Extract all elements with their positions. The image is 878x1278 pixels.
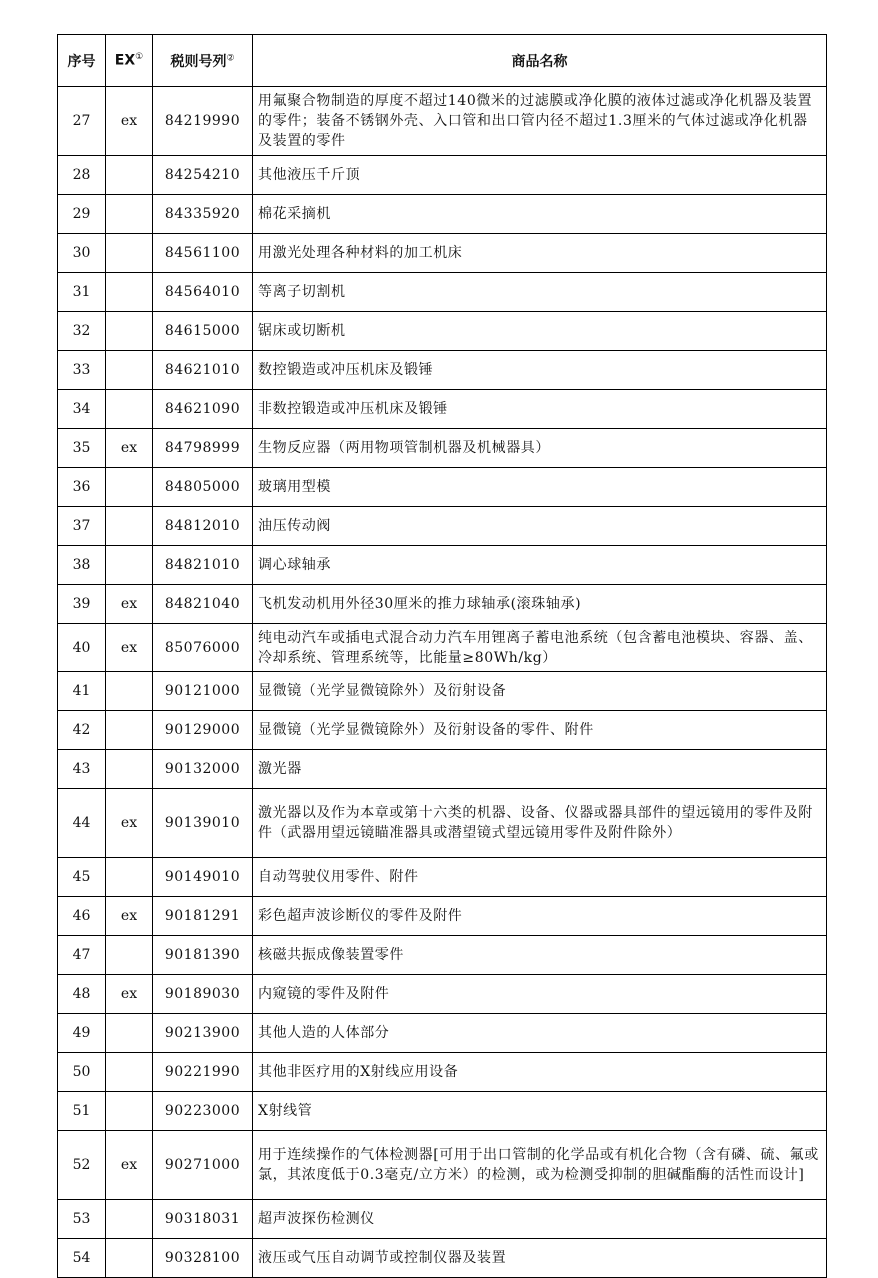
cell-name: 生物反应器（两用物项管制机器及机械器具） [253, 429, 827, 468]
cell-seq: 46 [58, 897, 106, 936]
table-row [58, 975, 827, 1014]
cell-ex: ex [106, 87, 153, 156]
table-row [58, 1239, 827, 1278]
cell-code: 84805000 [153, 468, 253, 507]
cell-code: 84621010 [153, 351, 253, 390]
cell-name: 锯床或切断机 [253, 312, 827, 351]
cell-seq: 42 [58, 711, 106, 750]
cell-ex [106, 750, 153, 789]
cell-name: 飞机发动机用外径30厘米的推力球轴承(滚珠轴承) [253, 585, 827, 624]
cell-seq: 44 [58, 789, 106, 858]
header-ex-footnote-mark: ① [135, 52, 144, 63]
cell-code: 84812010 [153, 507, 253, 546]
cell-code: 84219990 [153, 87, 253, 156]
table-row [58, 672, 827, 711]
table-row [58, 858, 827, 897]
cell-ex [106, 507, 153, 546]
cell-name: 核磁共振成像装置零件 [253, 936, 827, 975]
table-row [58, 789, 827, 858]
cell-code: 90139010 [153, 789, 253, 858]
cell-name: 显微镜（光学显微镜除外）及衍射设备 [253, 672, 827, 711]
cell-name: 油压传动阀 [253, 507, 827, 546]
cell-name: 数控锻造或冲压机床及锻锤 [253, 351, 827, 390]
cell-seq: 39 [58, 585, 106, 624]
cell-seq: 43 [58, 750, 106, 789]
cell-seq: 27 [58, 87, 106, 156]
cell-ex [106, 1053, 153, 1092]
cell-seq: 52 [58, 1131, 106, 1200]
cell-code: 84621090 [153, 390, 253, 429]
cell-ex [106, 1239, 153, 1278]
cell-code: 84561100 [153, 234, 253, 273]
cell-code: 90213900 [153, 1014, 253, 1053]
cell-seq: 50 [58, 1053, 106, 1092]
table-row [58, 1092, 827, 1131]
cell-name: 激光器以及作为本章或第十六类的机器、设备、仪器或器具部件的望远镜用的零件及附件（武器用望远镜瞄准器具或潜望镜式望远镜用零件及附件除外） [253, 789, 827, 858]
cell-name: 彩色超声波诊断仪的零件及附件 [253, 897, 827, 936]
cell-code: 84821040 [153, 585, 253, 624]
table-row [58, 312, 827, 351]
cell-ex: ex [106, 429, 153, 468]
header-code: 税则号列② [153, 35, 253, 87]
cell-ex [106, 234, 153, 273]
cell-name: 用于连续操作的气体检测器[可用于出口管制的化学品或有机化合物（含有磷、硫、氟或氯，其浓度低于0.3毫克/立方米）的检测，或为检测受抑制的胆碱酯酶的活性而设计] [253, 1131, 827, 1200]
cell-name: 用激光处理各种材料的加工机床 [253, 234, 827, 273]
table-row [58, 1131, 827, 1200]
table-row [58, 351, 827, 390]
header-ex: EX① [106, 35, 153, 87]
cell-seq: 28 [58, 156, 106, 195]
cell-code: 84821010 [153, 546, 253, 585]
cell-code: 90181390 [153, 936, 253, 975]
cell-seq: 35 [58, 429, 106, 468]
header-name: 商品名称 [253, 35, 827, 87]
cell-seq: 34 [58, 390, 106, 429]
cell-name: 超声波探伤检测仪 [253, 1200, 827, 1239]
table-row [58, 750, 827, 789]
table-row [58, 429, 827, 468]
cell-seq: 31 [58, 273, 106, 312]
cell-ex [106, 711, 153, 750]
cell-ex [106, 195, 153, 234]
table-row [58, 711, 827, 750]
cell-seq: 49 [58, 1014, 106, 1053]
cell-ex: ex [106, 897, 153, 936]
cell-name: 其他液压千斤顶 [253, 156, 827, 195]
cell-ex [106, 1014, 153, 1053]
table-row [58, 195, 827, 234]
cell-seq: 47 [58, 936, 106, 975]
cell-code: 84335920 [153, 195, 253, 234]
cell-name: 棉花采摘机 [253, 195, 827, 234]
table-row [58, 1200, 827, 1239]
cell-ex [106, 936, 153, 975]
cell-code: 90121000 [153, 672, 253, 711]
cell-name: 调心球轴承 [253, 546, 827, 585]
cell-seq: 32 [58, 312, 106, 351]
cell-name: 玻璃用型模 [253, 468, 827, 507]
cell-seq: 41 [58, 672, 106, 711]
header-seq: 序号 [58, 35, 106, 87]
cell-seq: 45 [58, 858, 106, 897]
cell-seq: 54 [58, 1239, 106, 1278]
cell-code: 90221990 [153, 1053, 253, 1092]
cell-name: 等离子切割机 [253, 273, 827, 312]
cell-code: 90271000 [153, 1131, 253, 1200]
table-row [58, 390, 827, 429]
cell-name: 非数控锻造或冲压机床及锻锤 [253, 390, 827, 429]
table-row [58, 585, 827, 624]
table-row [58, 1014, 827, 1053]
cell-name: 内窥镜的零件及附件 [253, 975, 827, 1014]
cell-code: 84615000 [153, 312, 253, 351]
cell-code: 90149010 [153, 858, 253, 897]
cell-ex: ex [106, 1131, 153, 1200]
cell-seq: 36 [58, 468, 106, 507]
table-row [58, 156, 827, 195]
cell-ex: ex [106, 624, 153, 672]
tariff-table [57, 34, 827, 1278]
table-row [58, 273, 827, 312]
cell-seq: 30 [58, 234, 106, 273]
table-body [58, 87, 827, 1278]
table-row [58, 234, 827, 273]
cell-name: 其他人造的人体部分 [253, 1014, 827, 1053]
cell-code: 90328100 [153, 1239, 253, 1278]
cell-ex [106, 273, 153, 312]
cell-ex: ex [106, 975, 153, 1014]
cell-code: 90189030 [153, 975, 253, 1014]
table-row [58, 546, 827, 585]
table-header-row [58, 35, 827, 87]
header-code-footnote-mark: ② [226, 52, 235, 63]
cell-name: 其他非医疗用的X射线应用设备 [253, 1053, 827, 1092]
cell-seq: 38 [58, 546, 106, 585]
cell-code: 90181291 [153, 897, 253, 936]
cell-name: 显微镜（光学显微镜除外）及衍射设备的零件、附件 [253, 711, 827, 750]
cell-ex [106, 858, 153, 897]
cell-seq: 51 [58, 1092, 106, 1131]
cell-ex [106, 1200, 153, 1239]
cell-ex: ex [106, 585, 153, 624]
cell-seq: 48 [58, 975, 106, 1014]
cell-code: 90223000 [153, 1092, 253, 1131]
cell-seq: 53 [58, 1200, 106, 1239]
cell-ex [106, 390, 153, 429]
cell-code: 84798999 [153, 429, 253, 468]
cell-seq: 40 [58, 624, 106, 672]
cell-ex [106, 351, 153, 390]
table-row [58, 1053, 827, 1092]
cell-ex [106, 312, 153, 351]
cell-code: 84564010 [153, 273, 253, 312]
cell-seq: 33 [58, 351, 106, 390]
cell-name: 自动驾驶仪用零件、附件 [253, 858, 827, 897]
table-row [58, 507, 827, 546]
cell-code: 85076000 [153, 624, 253, 672]
cell-name: 激光器 [253, 750, 827, 789]
table-row [58, 936, 827, 975]
cell-ex: ex [106, 789, 153, 858]
cell-code: 84254210 [153, 156, 253, 195]
cell-seq: 37 [58, 507, 106, 546]
cell-ex [106, 156, 153, 195]
cell-name: 液压或气压自动调节或控制仪器及装置 [253, 1239, 827, 1278]
table-row [58, 624, 827, 672]
cell-seq: 29 [58, 195, 106, 234]
cell-name: 纯电动汽车或插电式混合动力汽车用锂离子蓄电池系统（包含蓄电池模块、容器、盖、冷却系统、管理系统等，比能量≥80Wh/kg） [253, 624, 827, 672]
cell-ex [106, 672, 153, 711]
table-row [58, 87, 827, 156]
cell-ex [106, 546, 153, 585]
table-row [58, 468, 827, 507]
table-row [58, 897, 827, 936]
cell-code: 90129000 [153, 711, 253, 750]
cell-ex [106, 1092, 153, 1131]
cell-name: X射线管 [253, 1092, 827, 1131]
cell-code: 90318031 [153, 1200, 253, 1239]
cell-code: 90132000 [153, 750, 253, 789]
cell-ex [106, 468, 153, 507]
cell-name: 用氟聚合物制造的厚度不超过140微米的过滤膜或净化膜的液体过滤或净化机器及装置的零件；装备不锈钢外壳、入口管和出口管内径不超过1.3厘米的气体过滤或净化机器及装置的零件 [253, 87, 827, 156]
